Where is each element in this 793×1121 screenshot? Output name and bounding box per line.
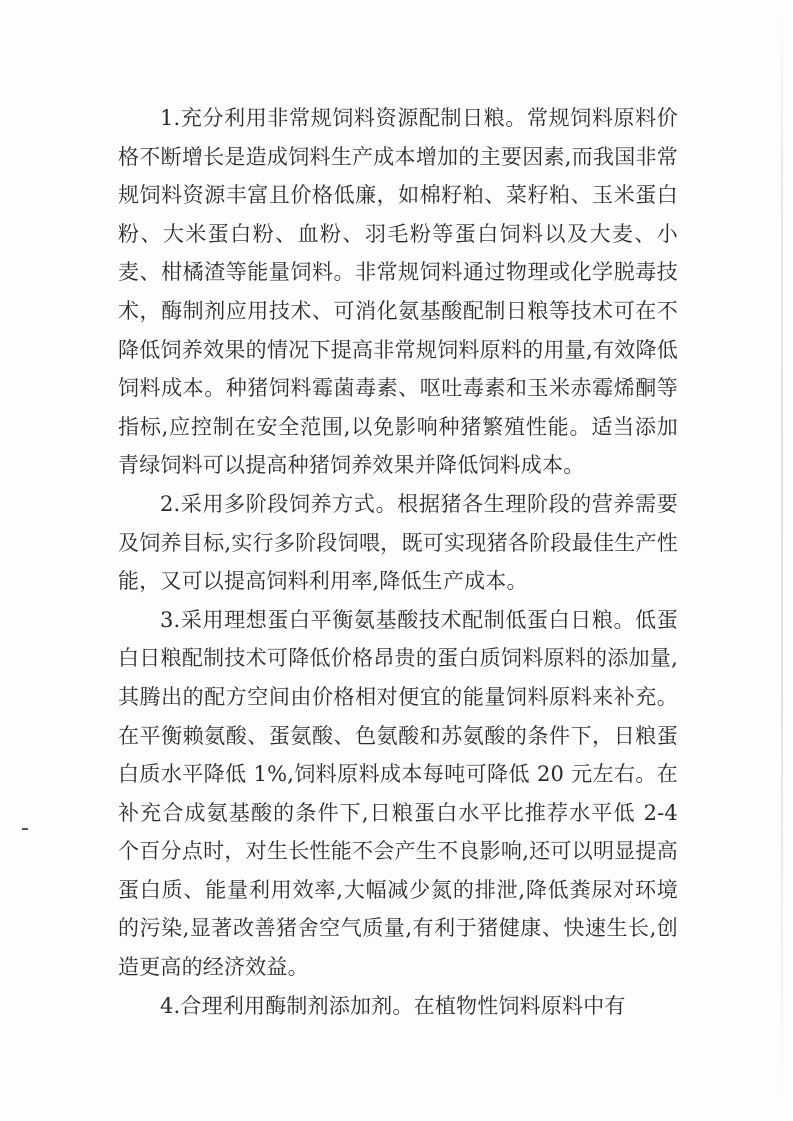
paragraph-4: 4.合理利用酶制剂添加剂。在植物性饲料原料中有 [160,993,626,1018]
scan-margin-mark [22,828,28,830]
paragraph-1: 1.充分利用非常规饲料资源配制日粮。常规饲料原料价格不断增长是造成饲料生产成本增加的主要因素,而我国非常规饲料资源丰富且价格低廉，如棉籽粕、菜籽粕、玉米蛋白粉、大米蛋白粉、血粉、羽毛粉等蛋白饲料以及大麦、小麦、柑橘渣等能量饲料。非常规饲料通过物理或化学脱毒技术，酶制剂应用技术、可消化氨基酸配制日粮等技术可在不降低饲养效果的情况下提高非常规饲料原料的用量,有效降低饲料成本。种猪饲料霉菌毒素、呕吐毒素和玉米赤霉烯酮等指标,应控制在安全范围,以免影响种猪繁殖性能。适当添加青绿饲料可以提高种猪饲养效果并降低饲料成本。 [118,106,678,478]
paragraph-3: 3.采用理想蛋白平衡氨基酸技术配制低蛋白日粮。低蛋白日粮配制技术可降低价格昂贵的蛋白质饲料原料的添加量,其腾出的配方空间由价格相对便宜的能量饲料原料来补充。在平衡赖氨酸、蛋氨酸、色氨酸和苏氨酸的条件下，日粮蛋白质水平降低 1%,饲料原料成本每吨可降低 20 元左右。在补充合成氨基酸的条件下,日粮蛋白水平比推荐水平低 2-4 个百分点时，对生长性能不会产生不良影响,还可以明显提高蛋白质、能量利用效率,大幅减少氮的排泄,降低粪尿对环境的污染,显著改善猪舍空气质量,有利于猪健康、快速生长,创造更高的经济效益。 [118,607,678,980]
paragraph-2: 2.采用多阶段饲养方式。根据猪各生理阶段的营养需要及饲养目标,实行多阶段饲喂，既可实现猪各阶段最佳生产性能，又可以提高饲料利用率,降低生产成本。 [118,491,678,594]
scan-edge-shadow [781,0,783,1121]
document-body [118,99,678,1025]
